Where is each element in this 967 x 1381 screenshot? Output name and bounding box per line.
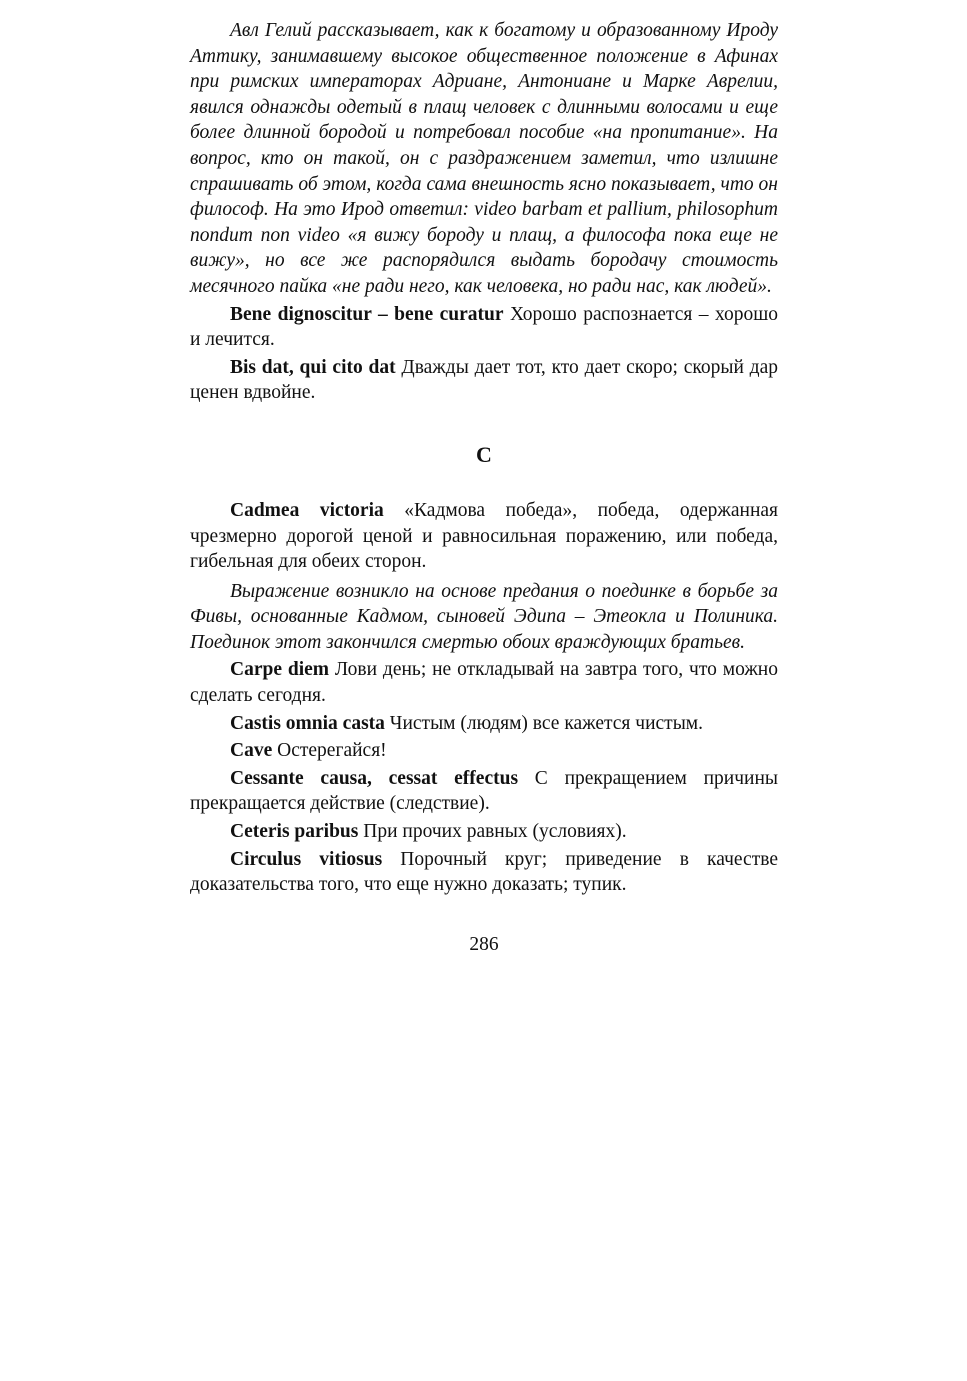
intro-note-paragraph: Авл Гелий рассказывает, как к богатому и образованному Ироду Аттику, занимавшему высокое общественное положение в Афинах при римских императорах Адриане, Антониане и Марке Аврелии, явился однажды одетый в плащ человек с длинными волосами и еще более длинной бородой и потребовал пособие «на пропитание». На вопрос, кто он такой, он с раздражением заметил, что излишне спрашивать об этом, когда сама внешность ясно показывает, что он философ. На это Ирод ответил: video barbam et pallium, philosophum nondum non video «я вижу бороду и плащ, а философа пока еще не вижу», но все же распорядился выдать бородачу стоимость месячного пайка «не ради него, как человека, но ради нас, как людей». [190,20,778,297]
entry-term: Cave [230,740,273,762]
entry-term: Ceteris paribus [230,821,359,843]
entry-definition: С прекращением причины прекращается действие (следствие). [190,767,778,815]
entry-definition: Порочный круг; приведение в качестве доказательства того, что еще нужно доказать; тупик. [190,848,778,896]
entry-term: Castis omnia casta [230,712,385,734]
cadmea-note-paragraph: Выражение возникло на основе предания о поединке в борьбе за Фивы, основанные Кадмом, сыновей Эдипа – Этеокла и Полиника. Поединок этот закончился смертью обоих враждующих братьев. [190,580,778,653]
page-number: 286 [469,933,499,955]
entry-definition: При прочих равных (условиях). [358,821,627,843]
entry-cessante-causa [190,766,778,817]
entry-cadmea-victoria [190,498,778,575]
entry-ceteris-paribus [190,819,778,845]
entry-carpe-diem [190,657,778,708]
entry-definition: Чистым (людям) все кажется чистым. [384,712,704,734]
entry-definition: Лови день; не откладывай на завтра того, что можно сделать сегодня. [190,659,778,707]
entry-term: Cessante causa, cessat effectus [230,767,519,789]
entry-bene-dignoscitur [190,302,778,353]
entry-bis-dat [190,355,778,406]
entry-definition: «Кадмова победа», победа, одержанная чрезмерно дорогой ценой и равносильная поражению, или победа, гибельная для обеих сторон. [190,499,778,573]
entry-term: Bene dignoscitur – bene curatur [230,303,504,325]
entry-term: Circulus vitiosus [230,848,383,870]
entry-term: Cadmea victoria [230,499,384,521]
document-page [190,18,778,957]
entry-cave [190,738,778,764]
entry-circulus-vitiosus [190,847,778,898]
entry-castis-omnia-casta [190,711,778,737]
entry-definition: Остерегайся! [272,740,387,762]
entry-term: Bis dat, qui cito dat [230,356,396,378]
entry-definition: Хорошо распознается – хорошо и лечится. [190,303,778,351]
entry-definition: Дважды дает тот, кто дает скоро; скорый дар ценен вдвойне. [190,356,778,404]
letter-section-heading: C [476,441,492,467]
entry-term: Carpe diem [230,659,330,681]
